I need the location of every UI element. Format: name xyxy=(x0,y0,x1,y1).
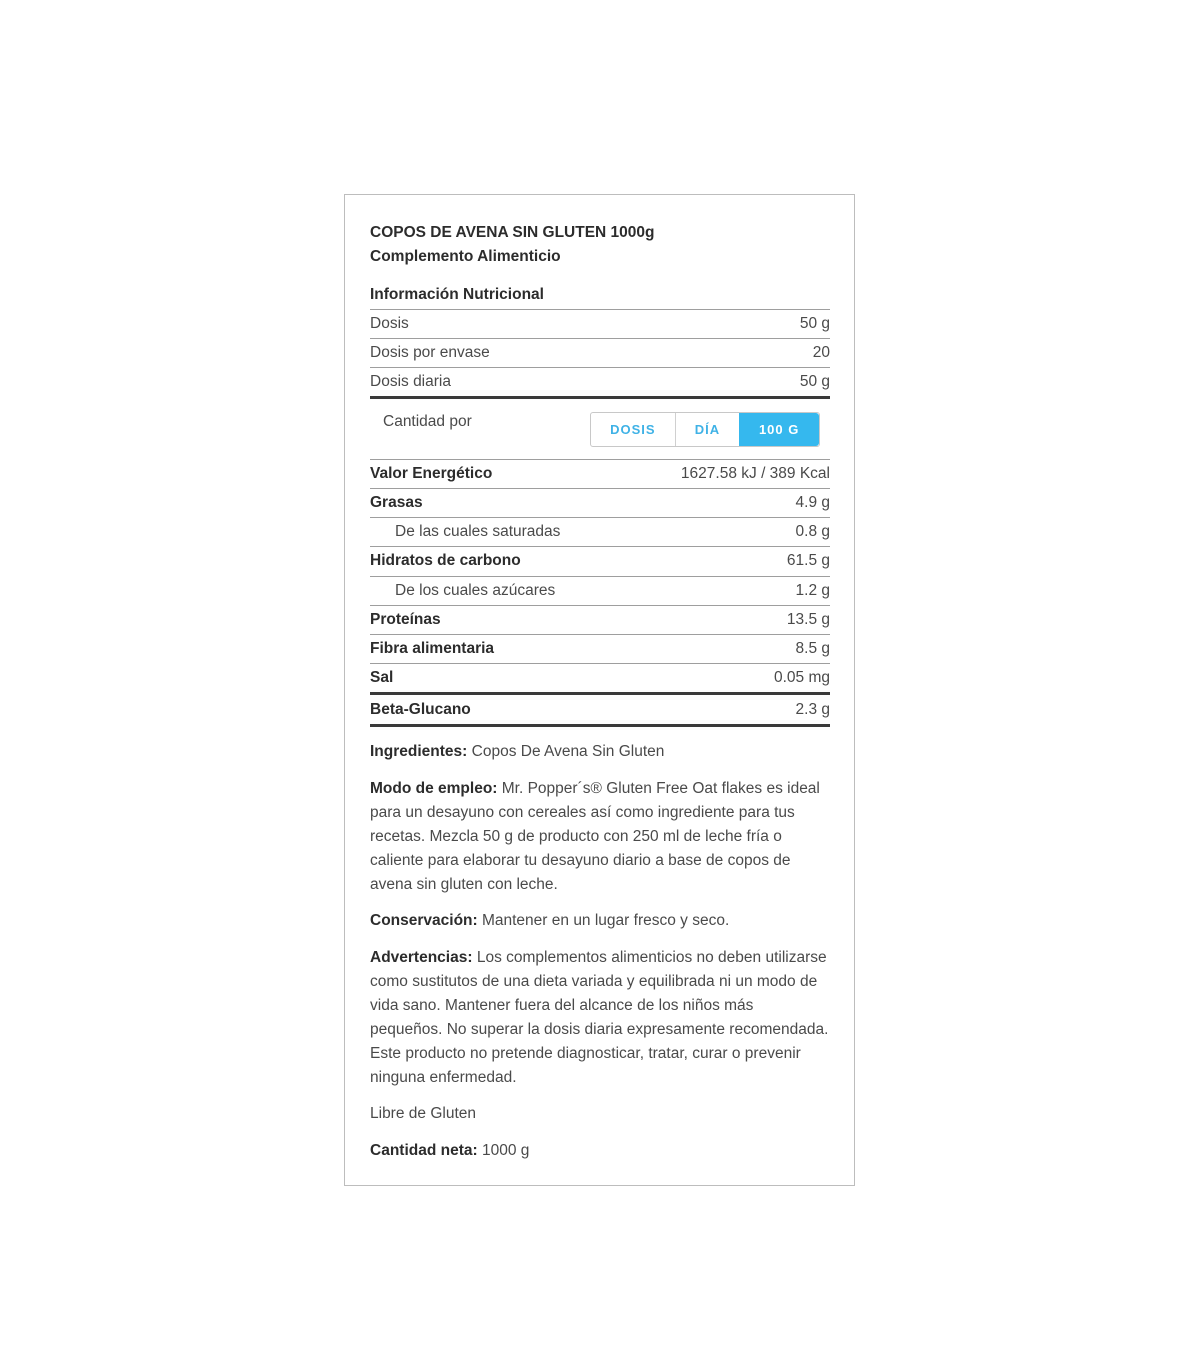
nutrient-value: 1.2 g xyxy=(795,582,830,599)
nutrient-label: Hidratos de carbono xyxy=(370,552,521,569)
storage-section xyxy=(370,909,830,933)
net-quantity-text: 1000 g xyxy=(477,1142,530,1159)
nutrient-label: Fibra alimentaria xyxy=(370,640,495,657)
nutrient-label: De los cuales azúcares xyxy=(395,582,556,599)
serving-label: Dosis por envase xyxy=(370,344,490,361)
serving-label: Dosis xyxy=(370,315,409,332)
nutrient-value: 0.8 g xyxy=(795,523,830,540)
serving-row-daily xyxy=(370,367,830,399)
usage-section xyxy=(370,777,830,897)
serving-value: 50 g xyxy=(799,315,830,332)
toggle-dia[interactable]: DÍA xyxy=(694,422,721,437)
nutrient-row-saturated xyxy=(370,517,830,546)
product-subtitle: Complemento Alimenticio xyxy=(370,248,561,265)
nutrient-row-salt xyxy=(370,663,830,692)
nutrient-row-energy xyxy=(370,459,830,488)
gluten-free-note: Libre de Gluten xyxy=(370,1105,476,1122)
nutrient-row-sugars xyxy=(370,576,830,605)
product-title: COPOS DE AVENA SIN GLUTEN 1000g xyxy=(370,224,655,241)
nutrient-value: 4.9 g xyxy=(795,494,830,511)
ingredients-section xyxy=(370,740,830,764)
nutrient-value: 8.5 g xyxy=(795,640,830,657)
nutrient-row-fiber xyxy=(370,634,830,663)
nutrient-value: 13.5 g xyxy=(786,611,830,628)
nutrient-value: 0.05 mg xyxy=(773,669,830,686)
quantity-per-label: Cantidad por xyxy=(383,413,472,430)
nutrient-label: Sal xyxy=(370,669,394,686)
nutrient-value: 1627.58 kJ / 389 Kcal xyxy=(680,465,830,482)
usage-text: Mr. Popper´s® Gluten Free Oat flakes es ideal para un desayuno con cereales así como ingrediente para tus recetas. Mezcla 50 g de producto con 250 ml de leche fría o caliente para elaborar tu desayuno diario a base de copos de avena sin gluten con leche. xyxy=(370,780,820,893)
nutrition-heading: Información Nutricional xyxy=(370,286,544,303)
serving-value: 50 g xyxy=(799,373,830,390)
nutrient-label: Grasas xyxy=(370,494,423,511)
toggle-100g[interactable]: 100 G xyxy=(739,413,819,446)
storage-label: Conservación: xyxy=(370,912,478,929)
nutrient-label: De las cuales saturadas xyxy=(395,523,561,540)
warnings-text: Los complementos alimenticios no deben utilizarse como sustitutos de una dieta variada y equilibrada ni un modo de vida sano. Mantener fuera del alcance de los niños más pequeños. No superar la dosis diaria expresamente recomendada. Este producto no pretende diagnosticar, tratar, curar o prevenir ninguna enfermedad. xyxy=(370,949,829,1086)
serving-row-dosis xyxy=(370,309,830,338)
nutrient-row-fat xyxy=(370,488,830,517)
serving-label: Dosis diaria xyxy=(370,373,451,390)
nutrient-row-beta-glucan xyxy=(370,692,830,727)
net-quantity-label: Cantidad neta: xyxy=(370,1142,478,1159)
nutrient-value: 2.3 g xyxy=(795,700,830,718)
nutrient-label: Proteínas xyxy=(370,611,441,628)
nutrient-label: Beta-Glucano xyxy=(370,700,471,718)
nutrition-panel xyxy=(344,194,855,1186)
warnings-section xyxy=(370,946,830,1090)
nutrient-label: Valor Energético xyxy=(370,465,493,482)
usage-label: Modo de empleo: xyxy=(370,780,498,797)
ingredients-label: Ingredientes: xyxy=(370,743,468,760)
nutrient-row-carbs xyxy=(370,546,830,575)
storage-text: Mantener en un lugar fresco y seco. xyxy=(477,912,730,929)
serving-row-per-container xyxy=(370,338,830,367)
nutrient-row-protein xyxy=(370,605,830,634)
ingredients-text: Copos De Avena Sin Gluten xyxy=(467,743,665,760)
serving-value: 20 xyxy=(812,344,830,361)
warnings-label: Advertencias: xyxy=(370,949,473,966)
nutrient-value: 61.5 g xyxy=(786,552,830,569)
toggle-dosis[interactable]: DOSIS xyxy=(591,413,676,446)
quantity-toggle xyxy=(590,412,820,447)
net-quantity-section xyxy=(370,1139,830,1163)
